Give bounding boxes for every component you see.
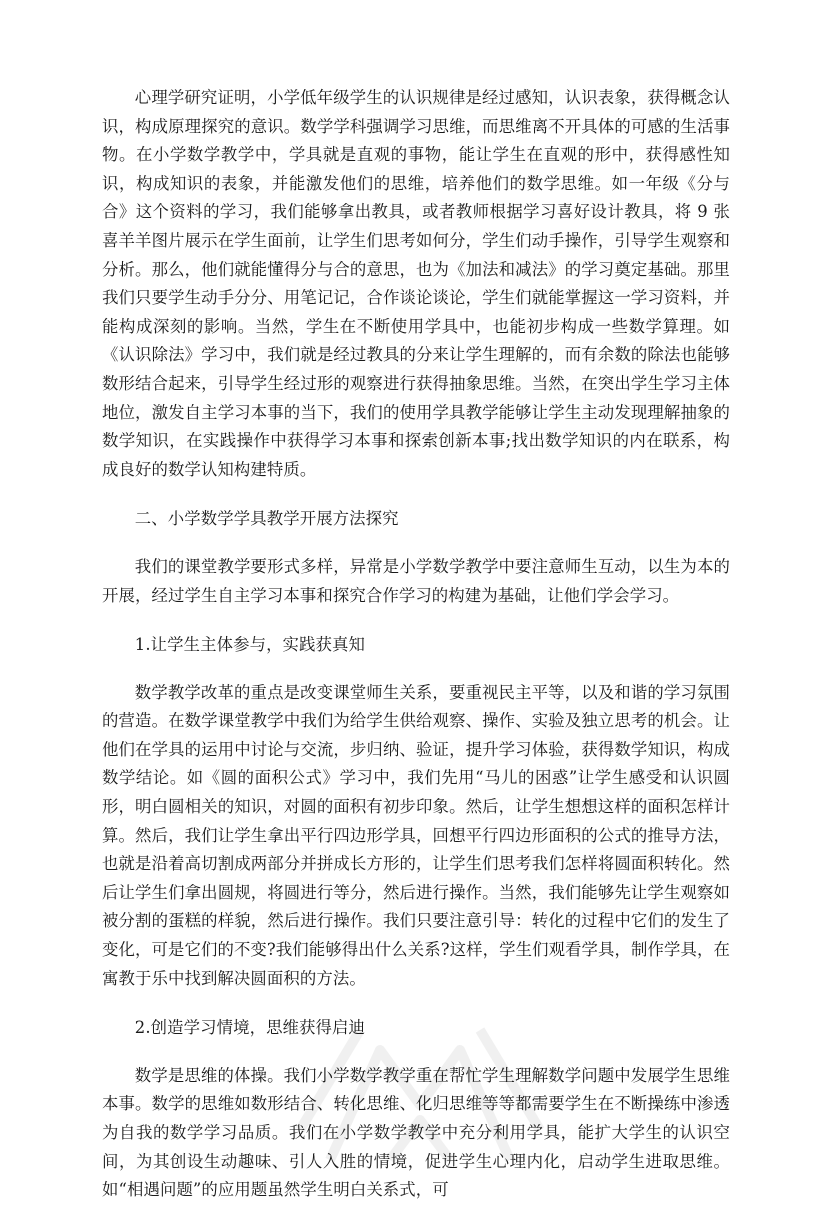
section-heading-2: 二、小学数学学具教学开展方法探究 xyxy=(134,509,399,529)
paragraph-subsection-2: 数学是思维的体操。我们小学数学教学重在帮忙学生理解数学问题中发展学生思维本事。数学的思维如数形结合、转化思维、化归思维等等都需要学生在不断操练中渗透为自我的数学学习品质。我们在小学数学教学中充分利用学具，能扩大学生的认识空间，为其创设生动趣味、引人入胜的情境，促进学生心理内化，启动学生进取思维。如“相遇问题”的应用题虽然学生明白关系式，可 xyxy=(102,1065,730,1200)
paragraph-subsection-1: 数学教学改革的重点是改变课堂师生关系，要重视民主平等，以及和谐的学习氛围的营造。在数学课堂教学中我们为给学生供给观察、操作、实验及独立思考的机会。让他们在学具的运用中讨论与交流，步归纳、验证，提升学习体验，获得数学知识，构成数学结论。如《圆的面积公式》学习中，我们先用“马儿的困惑”让学生感受和认识圆形，明白圆相关的知识，对圆的面积有初步印象。然后，让学生想想这样的面积怎样计算。然后，我们让学生拿出平行四边形学具，回想平行四边形面积的公式的推导方法，也就是沿着高切割成两部分并拼成长方形的，让学生们思考我们怎样将圆面积转化。然后让学生们拿出圆规，将圆进行等分，然后进行操作。当然，我们能够先让学生观察如被分割的蛋糕的样貌，然后进行操作。我们只要注意引导：转化的过程中它们的发生了变化，可是它们的不变?我们能够得出什么关系?这样，学生们观看学具，制作学具，在寓教于乐中找到解决圆面积的方法。 xyxy=(102,682,730,988)
paragraph-intro: 心理学研究证明，小学低年级学生的认识规律是经过感知，认识表象，获得概念认识，构成原理探究的意识。数学学科强调学习思维，而思维离不开具体的可感的生活事物。在小学数学教学中，学具就是直观的事物，能让学生在直观的形中，获得感性知识，构成知识的表象，并能激发他们的思维，培养他们的数学思维。如一年级《分与合》这个资料的学习，我们能够拿出教具，或者教师根据学习喜好设计教具，将 9 张喜羊羊图片展示在学生面前，让学生们思考如何分，学生们动手操作，引导学生观察和分析。那么，他们就能懂得分与合的意思，也为《加法和减法》的学习奠定基础。那里我们只要学生动手分分、用笔记记，合作谈论谈论，学生们就能掌握这一学习资料，并能构成深刻的影响。当然，学生在不断使用学具中，也能初步构成一些数学算理。如《认识除法》学习中，我们就是经过教具的分来让学生理解的，而有余数的除法也能够数形结合起来，引导学生经过形的观察进行获得抽象思维。当然，在突出学生学习主体地位，激发自主学习本事的当下，我们的使用学具教学能够让学生主动发现理解抽象的数学知识，在实践操作中获得学习本事和探索创新本事;找出数学知识的内在联系，构成良好的数学认知构建特质。 xyxy=(102,88,730,479)
subheading-1: 1.让学生主体参与，实践获真知 xyxy=(134,635,366,655)
subheading-2: 2.创造学习情境，思维获得启迪 xyxy=(134,1018,366,1038)
paragraph-section-2: 我们的课堂教学要形式多样，异常是小学数学教学中要注意师生互动，以生为本的开展，经过学生自主学习本事和探究合作学习的构建为基础，让他们学会学习。 xyxy=(102,556,730,605)
document-body xyxy=(102,84,730,1205)
